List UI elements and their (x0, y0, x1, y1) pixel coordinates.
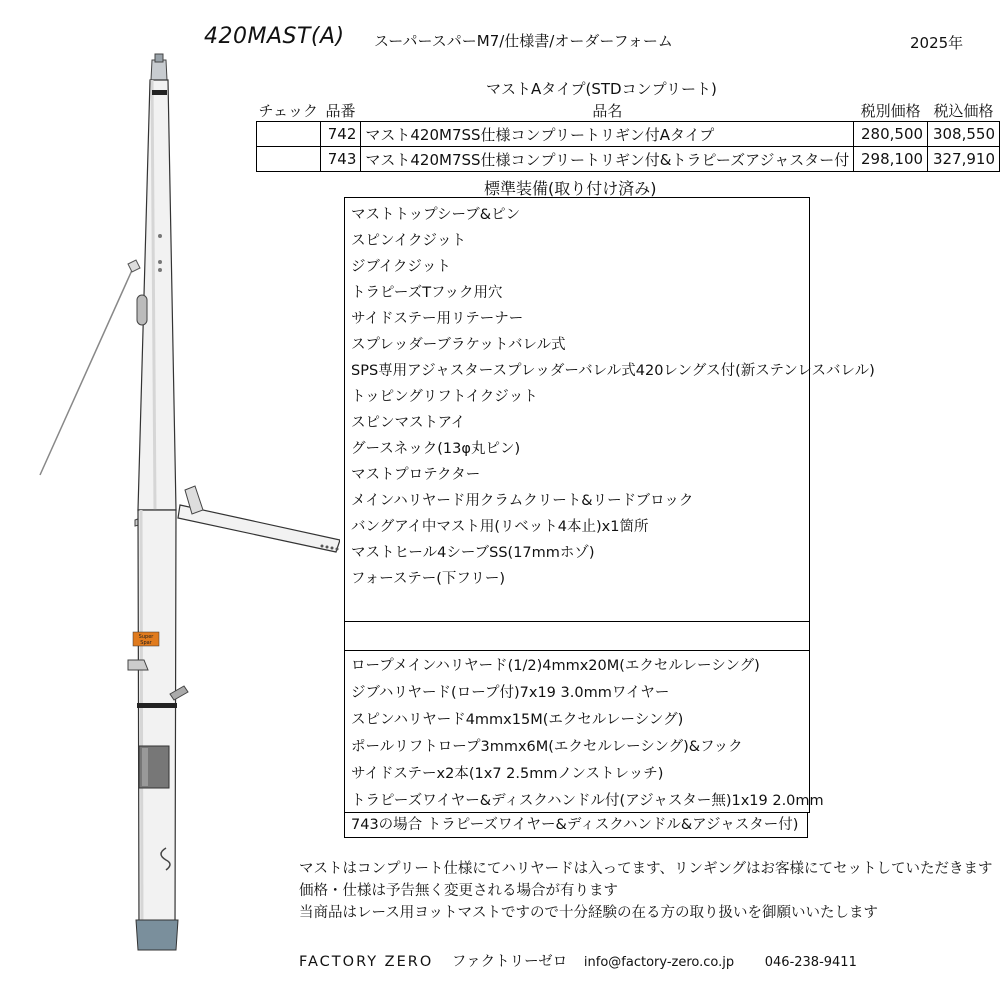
list-item: スピンマストアイ (351, 415, 466, 431)
rigging-box (344, 650, 824, 813)
list-item: グースネック(13φ丸ピン) (351, 441, 521, 457)
list-item: マストプロテクター (351, 467, 481, 483)
mast-lower-highlight (141, 510, 142, 930)
column-header-check: チェック (258, 102, 319, 120)
trapeze-hole (158, 268, 162, 272)
table-row (257, 122, 1000, 147)
logo-text-bottom: Spar (140, 640, 152, 646)
list-item: ジブイクジット (351, 259, 451, 275)
forestay-fitting (128, 260, 140, 272)
footer (299, 950, 857, 971)
rigging-list (345, 651, 824, 815)
price-ex-tax: 280,500 (854, 122, 928, 147)
spreader-bracket (137, 295, 147, 325)
boom (178, 505, 340, 552)
forestay-wire (40, 268, 133, 475)
list-item: SPS専用アジャスタースプレッダーバレル式420レングス付(新ステンレスバレル) (351, 363, 875, 379)
list-item: サイドステー用リテーナー (351, 311, 524, 327)
product-table (256, 100, 1000, 172)
list-item: トラピーズワイヤー&ディスクハンドル付(アジャスター無)1x19 2.0mm (351, 793, 824, 809)
list-item: スピンイクジット (351, 233, 466, 249)
column-header-price-ex: 税別価格 (860, 102, 921, 120)
column-header-name: 品名 (592, 102, 623, 120)
section-a-title: マストAタイプ(STDコンプリート) (486, 80, 717, 98)
standard-equipment-title: 標準装備(取り付け済み) (484, 179, 657, 198)
list-item: トッピングリフトイクジット (351, 389, 538, 405)
standard-equipment-box (344, 197, 875, 622)
mast-heel (136, 920, 178, 950)
note-743: 743の場合 トラピーズワイヤー&ディスクハンドル&アジャスター付) (351, 817, 799, 833)
list-item: ロープメインハリヤード(1/2)4mmx20M(エクセルレーシング) (351, 658, 760, 674)
mast-illustration (0, 40, 340, 970)
column-header-price-in: 税込価格 (933, 102, 994, 120)
mast-top-cap (155, 54, 163, 62)
price-ex-tax: 298,100 (854, 147, 928, 172)
mast-lower-section (138, 510, 176, 930)
list-item: メインハリヤード用クラムクリート&リードブロック (351, 493, 694, 509)
product-table-header (257, 100, 1000, 122)
clam-cleat (128, 660, 148, 670)
list-item: サイドステーx2本(1x7 2.5mmノンストレッチ) (351, 766, 664, 782)
year-label: 2025年 (910, 34, 964, 52)
list-item: トラピーズTフック用穴 (351, 285, 503, 301)
list-item: ポールリフトロープ3mmx6M(エクセルレーシング)&フック (351, 739, 743, 755)
spin-exit-hole (158, 234, 162, 238)
note-743-box (344, 812, 808, 838)
column-header-code: 品番 (325, 102, 356, 120)
table-row (257, 147, 1000, 172)
list-item: スピンハリヤード4mmx15M(エクセルレーシング) (351, 712, 684, 728)
page-title: 420MAST(A) (204, 24, 345, 49)
email-link[interactable]: info@factory-zero.co.jp (583, 955, 735, 970)
mast-black-band (137, 703, 177, 708)
list-item: マストトップシーブ&ピン (351, 207, 521, 223)
mast-top-sheave (151, 60, 167, 80)
list-item: スプレッダーブラケットバレル式 (351, 337, 566, 353)
footnote: 価格・仕様は予告無く変更される場合が有ります (299, 883, 618, 899)
product-name: マスト420M7SS仕様コンプリートリギン付&トラピーズアジャスター付 (361, 147, 854, 172)
blank-row (344, 621, 810, 651)
footnotes (299, 858, 993, 924)
price-in-tax: 308,550 (928, 122, 1000, 147)
mast-top-band (152, 90, 167, 95)
list-item: マストヒール4シーブSS(17mmホゾ) (351, 545, 595, 561)
jib-exit-hole (158, 260, 162, 264)
logo-text-top: Super (138, 634, 154, 640)
company-name: FACTORY ZERO (299, 954, 434, 970)
company-name-kana: ファクトリーゼロ (451, 954, 568, 970)
standard-equipment-list (345, 198, 875, 588)
product-code: 743 (320, 147, 361, 172)
phone-number: 046-238-9411 (764, 955, 857, 970)
list-item: バングアイ中マスト用(リベット4本止)x1箇所 (351, 519, 649, 535)
price-in-tax: 327,910 (928, 147, 1000, 172)
footnote: 当商品はレース用ヨットマストですので十分経験の在る方の取り扱いを御願いいたします (299, 905, 878, 921)
list-item: フォーステー(下フリー) (351, 571, 505, 587)
footnote: マストはコンプリート仕様にてハリヤードは入ってます、リンギングはお客様にてセットしていただきます (299, 861, 993, 877)
product-name: マスト420M7SS仕様コンプリートリギン付Aタイプ (361, 122, 854, 147)
list-item: ジブハリヤード(ロープ付)7x19 3.0mmワイヤー (351, 685, 670, 701)
page-subtitle: スーパースパーM7/仕様書/オーダーフォーム (374, 32, 673, 50)
protector-highlight (142, 748, 148, 786)
product-code: 742 (320, 122, 361, 147)
